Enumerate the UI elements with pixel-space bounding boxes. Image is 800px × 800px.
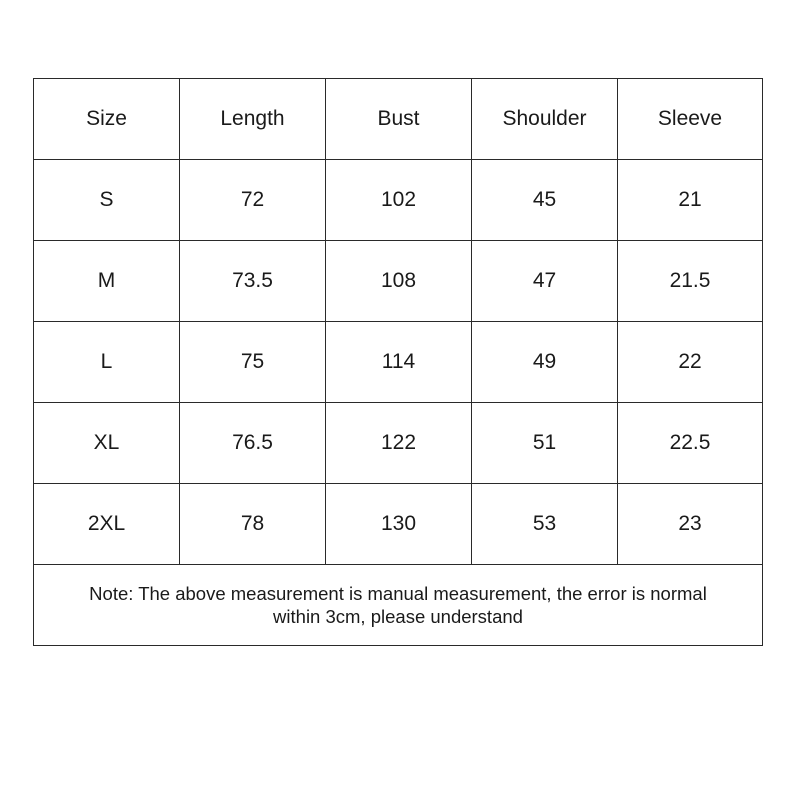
- bust-cell: 114: [326, 322, 472, 403]
- bust-cell: 102: [326, 160, 472, 241]
- table-row: [34, 403, 763, 484]
- length-cell: 75: [180, 322, 326, 403]
- header-length: Length: [180, 79, 326, 160]
- size-cell: L: [34, 322, 180, 403]
- sleeve-cell: 22.5: [618, 403, 763, 484]
- header-shoulder: Shoulder: [472, 79, 618, 160]
- table-row: [34, 160, 763, 241]
- length-cell: 76.5: [180, 403, 326, 484]
- table-row: [34, 322, 763, 403]
- length-cell: 78: [180, 484, 326, 565]
- shoulder-cell: 51: [472, 403, 618, 484]
- header-bust: Bust: [326, 79, 472, 160]
- shoulder-cell: 47: [472, 241, 618, 322]
- measurement-note: Note: The above measurement is manual measurement, the error is normal within 3cm, please understand: [34, 565, 763, 646]
- size-cell: XL: [34, 403, 180, 484]
- shoulder-cell: 45: [472, 160, 618, 241]
- shoulder-cell: 49: [472, 322, 618, 403]
- header-row: [34, 79, 763, 160]
- size-cell: M: [34, 241, 180, 322]
- header-sleeve: Sleeve: [618, 79, 763, 160]
- sleeve-cell: 23: [618, 484, 763, 565]
- table-row: [34, 241, 763, 322]
- bust-cell: 122: [326, 403, 472, 484]
- size-chart-table: [33, 78, 763, 646]
- sleeve-cell: 21: [618, 160, 763, 241]
- sleeve-cell: 22: [618, 322, 763, 403]
- size-cell: 2XL: [34, 484, 180, 565]
- length-cell: 72: [180, 160, 326, 241]
- length-cell: 73.5: [180, 241, 326, 322]
- note-row: [34, 565, 763, 646]
- bust-cell: 108: [326, 241, 472, 322]
- shoulder-cell: 53: [472, 484, 618, 565]
- size-cell: S: [34, 160, 180, 241]
- table-row: [34, 484, 763, 565]
- header-size: Size: [34, 79, 180, 160]
- sleeve-cell: 21.5: [618, 241, 763, 322]
- bust-cell: 130: [326, 484, 472, 565]
